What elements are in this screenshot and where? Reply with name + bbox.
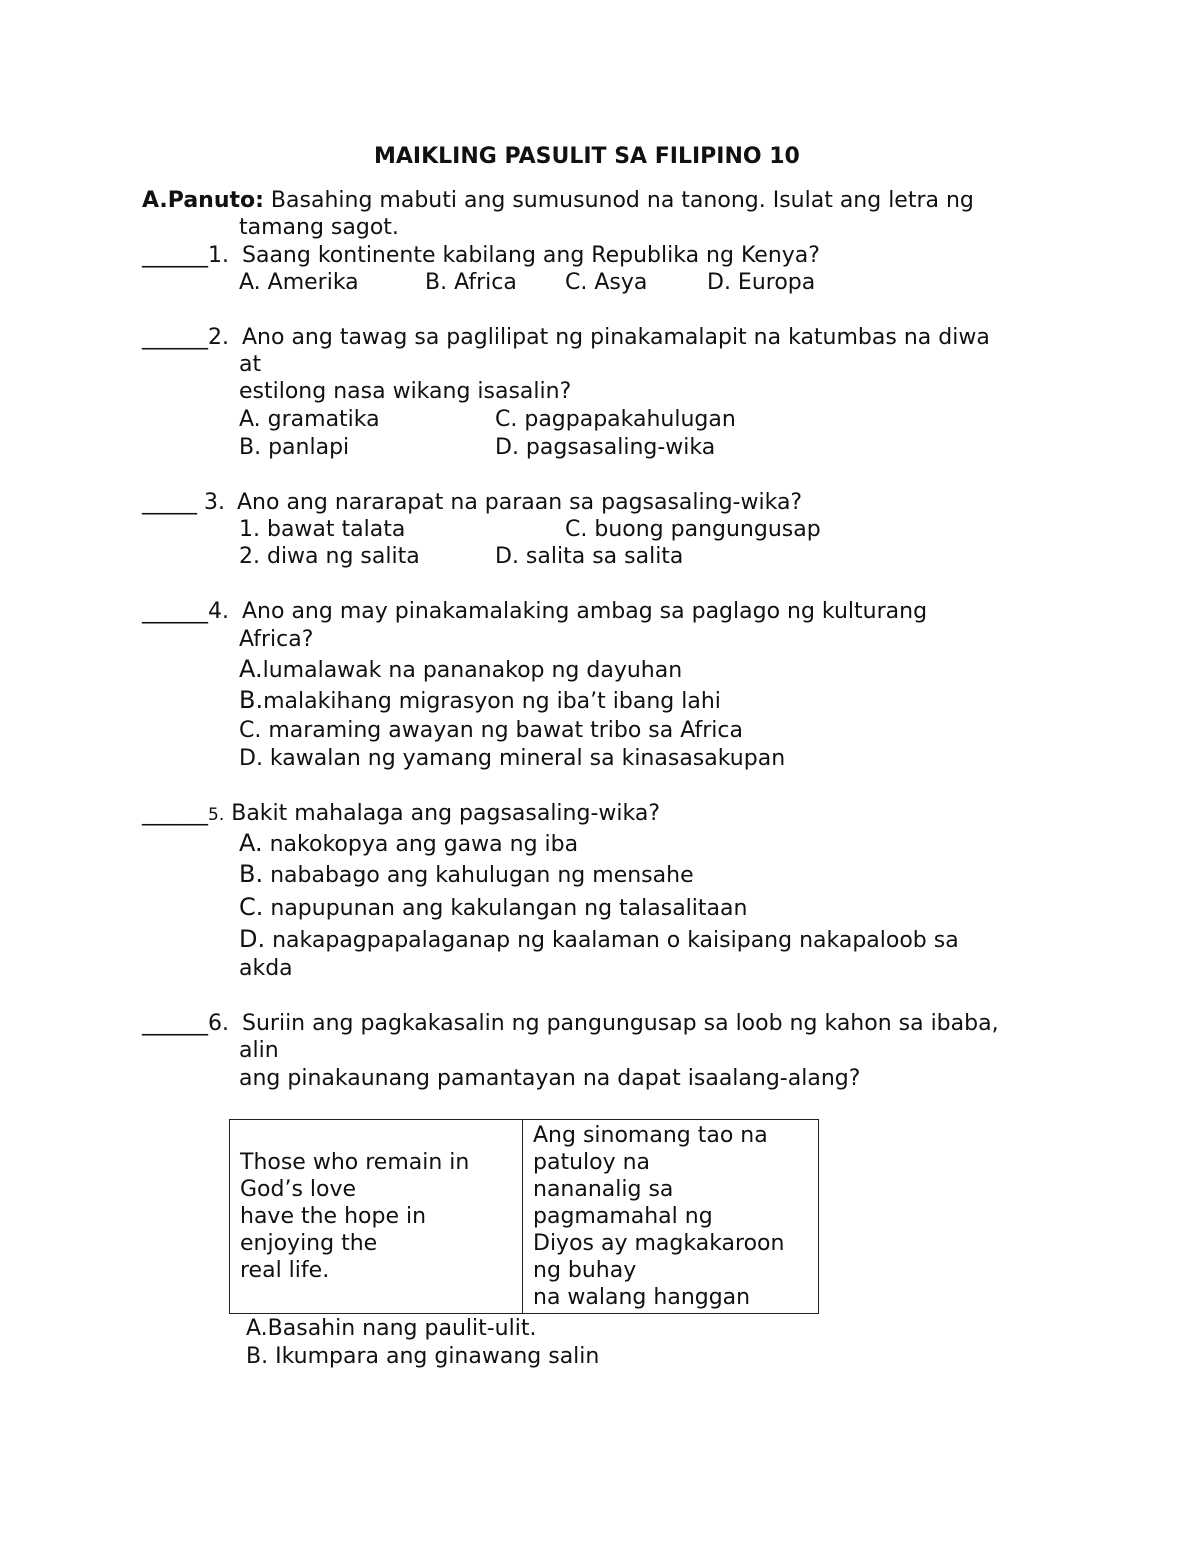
q3-question: Ano ang nararapat na paraan sa pagsasaling-wika? [237,490,803,515]
instruction-line2: tamang sagot. [239,215,399,240]
q2-question-line3: estilong nasa wikang isasalin? [239,379,572,404]
q5-line [142,800,660,829]
q5-choice-c-letter: C. [239,893,264,921]
q1-choice-d: D. Europa [707,270,816,295]
q3-choice-2: 2. diwa ng salita [239,544,420,569]
q4-choice-b [239,687,721,715]
q3-choice-1: 1. bawat talata [239,517,406,542]
q5-choice-b-text: nababago ang kahulugan ng mensahe [263,863,694,888]
instruction-label: A.Panuto: [142,188,264,213]
q6-choice-b: B. Ikumpara ang ginawang salin [246,1344,600,1369]
q1-choice-a: A. Amerika [239,270,359,295]
q2-blank-number: ______2. [142,325,229,350]
q2-question-line2: at [239,352,262,377]
q1-question: Saang kontinente kabilang ang Republika ng Kenya? [242,243,820,268]
q5-choice-d-line2: akda [239,956,293,981]
q6-question-line3: ang pinakaunang pamantayan na dapat isaalang-alang? [239,1066,861,1091]
q5-choice-d-letter: D. [239,925,266,953]
q4-choice-b-letter: B. [239,686,264,714]
q4-choice-d [239,745,785,772]
q4-choice-c-text: maraming awayan ng bawat tribo sa Africa [261,718,743,743]
instruction-line1 [142,187,974,214]
q4-blank-number: ______4. [142,599,229,624]
q4-choice-a-letter: A. [239,655,263,683]
q3-choice-d: D. salita sa salita [495,544,684,569]
translation-box-english: Those who remain in God’s love have the hope in enjoying the real life. [230,1120,523,1314]
q2-choice-c: C. pagpapakahulugan [495,407,736,432]
page-title: MAIKLING PASULIT SA FILIPINO 10 [374,144,800,169]
translation-box [229,1119,819,1314]
q3-blank-number: _____ 3. [142,490,225,515]
q4-choice-c [239,717,743,744]
q5-choice-d-text: nakapagpapalaganap ng kaalaman o kaisipang nakapaloob sa [265,928,959,953]
q2-choice-a: A. gramatika [239,407,380,432]
q6-blank-number: ______6. [142,1011,229,1036]
q4-choice-b-text: malakihang migrasyon ng iba’t ibang lahi [263,689,721,714]
q6-question-line2: alin [239,1038,279,1063]
q3-choice-c: C. buong pangungusap [565,517,821,542]
q5-choice-c [239,894,747,922]
q6-question-line1: Suriin ang pagkakasalin ng pangungusap sa loob ng kahon sa ibaba, [242,1011,999,1036]
q5-choice-b [239,861,694,889]
instruction-text: Basahing mabuti ang sumusunod na tanong. Isulat ang letra ng [263,188,974,213]
q1-blank-number: ______1. [142,243,229,268]
q6-choice-a: A.Basahin nang paulit-ulit. [246,1316,537,1341]
q5-choice-b-letter: B. [239,860,264,888]
q2-question-line1: Ano ang tawag sa paglilipat ng pinakamalapit na katumbas na diwa [242,325,990,350]
q4-choice-c-letter: C. [239,718,262,743]
q4-choice-d-letter: D. [239,746,263,771]
q4-choice-d-text: kawalan ng yamang mineral sa kinasasakupan [262,746,786,771]
q5-choice-a-text: nakokopya ang gawa ng iba [262,832,579,857]
q5-number: 5. [208,805,225,825]
q4-question-line1: Ano ang may pinakamalaking ambag sa paglago ng kulturang [242,599,928,624]
q4-choice-a-text: lumalawak na pananakop ng dayuhan [262,658,683,683]
q1-choice-b: B. Africa [425,270,517,295]
q4-choice-a [239,656,682,684]
q1-choice-c: C. Asya [565,270,648,295]
q5-choice-d [239,926,959,954]
q5-choice-a-letter: A. [239,829,263,857]
translation-box-filipino: Ang sinomang tao na patuloy na nananalig sa pagmamahal ng Diyos ay magkakaroon ng buhay na walang hanggan [523,1120,819,1314]
q5-blank: ______ [142,801,208,826]
q5-question: Bakit mahalaga ang pagsasaling-wika? [224,801,661,826]
q5-choice-a [239,830,578,858]
q4-question-line2: Africa? [239,627,314,652]
q2-choice-b: B. panlapi [239,435,350,460]
q5-choice-c-text: napupunan ang kakulangan ng talasalitaan [263,896,748,921]
q2-choice-d: D. pagsasaling-wika [495,435,716,460]
